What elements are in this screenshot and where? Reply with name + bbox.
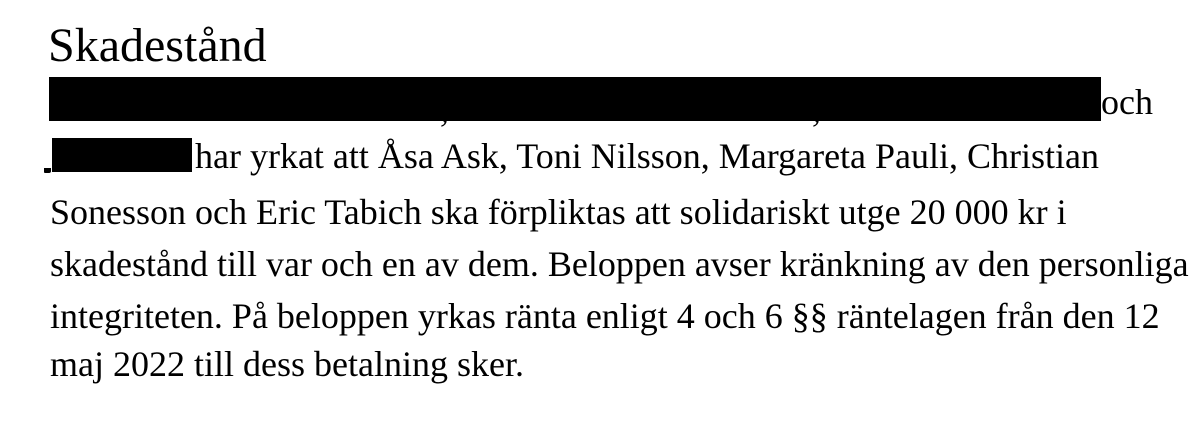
paragraph-line-2 [50, 130, 1099, 182]
redaction-bar-small [52, 138, 192, 172]
paragraph-line-4: skadestånd till var och en av dem. Beloppen avser kränkning av den personliga [50, 244, 1189, 284]
paragraph-line-1 [49, 76, 1153, 128]
redacted-letter-fragment [44, 168, 51, 173]
section-heading: Skadestånd [48, 19, 267, 72]
paragraph-line-5: integriteten. På beloppen yrkas ränta enligt 4 och 6 §§ räntelagen från den 12 [50, 296, 1160, 336]
line-text: har yrkat att Åsa Ask, Toni Nilsson, Margareta Pauli, Christian [195, 136, 1100, 176]
redaction-bar-wide [49, 77, 1101, 121]
line-text: och [1101, 82, 1153, 122]
paragraph-line-3: Sonesson och Eric Tabich ska förpliktas att solidariskt utge 20 000 kr i [50, 192, 1067, 232]
paragraph-line-6: maj 2022 till dess betalning sker. [50, 344, 524, 384]
